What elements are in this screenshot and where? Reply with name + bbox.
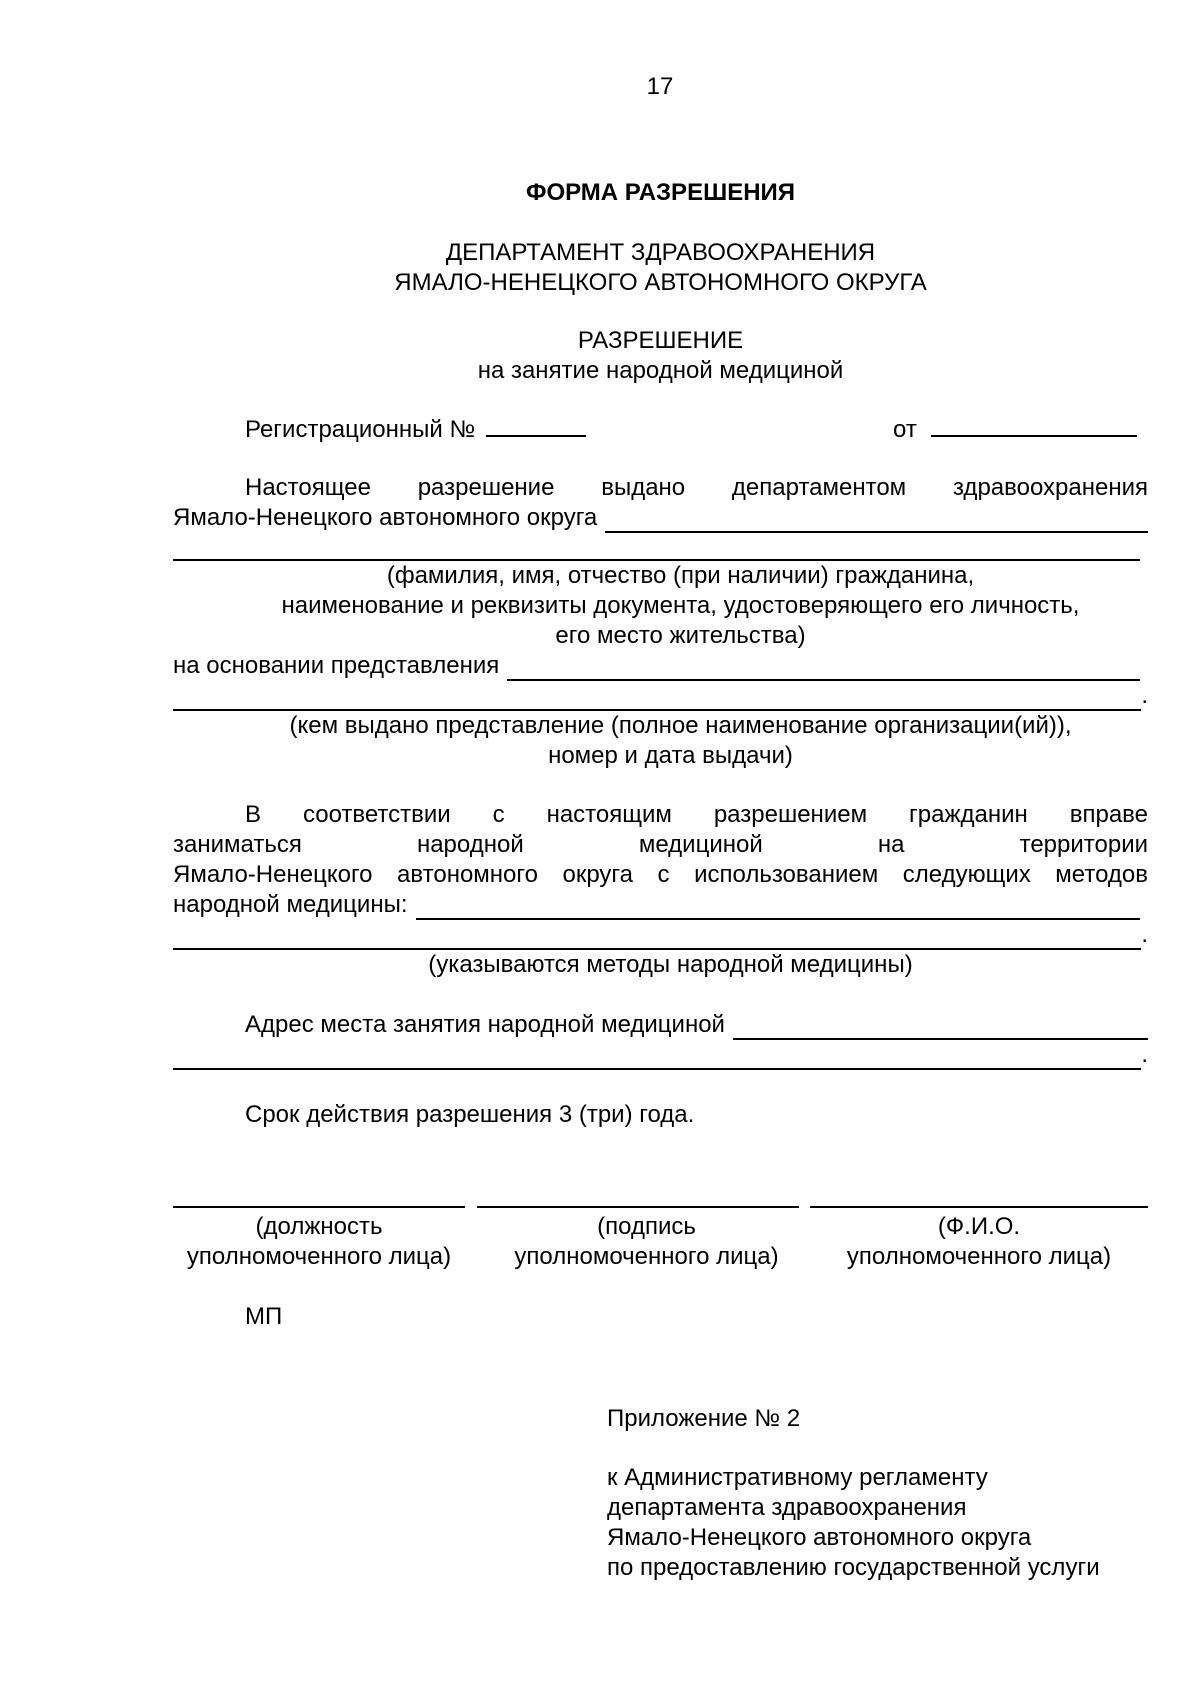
issued-text-line-2: Ямало-Ненецкого автономного округа bbox=[173, 504, 598, 531]
methods-field[interactable] bbox=[416, 896, 1140, 920]
spacer bbox=[173, 386, 1148, 413]
spacer bbox=[173, 771, 1148, 800]
name-signature-line[interactable] bbox=[810, 1204, 1148, 1208]
basis-caption-line-2: номер и дата выдачи) bbox=[548, 742, 793, 769]
position-caption: (должность уполномоченного лица) bbox=[186, 1213, 452, 1270]
spacer bbox=[173, 443, 1148, 473]
spacer bbox=[173, 298, 1148, 326]
registration-row bbox=[173, 413, 1148, 443]
signature-captions bbox=[173, 1212, 1148, 1272]
methods-field-2[interactable] bbox=[173, 922, 1141, 950]
issued-caption-line-3: его место жительства) bbox=[555, 622, 806, 649]
signature-line[interactable] bbox=[477, 1204, 799, 1208]
address-field-2[interactable] bbox=[173, 1042, 1141, 1070]
address-field[interactable] bbox=[733, 1016, 1148, 1040]
annex-block bbox=[607, 1404, 1167, 1583]
spacer bbox=[607, 1434, 1167, 1463]
registration-date-field[interactable] bbox=[931, 413, 1137, 437]
annex-line-3: Ямало-Ненецкого автономного округа bbox=[607, 1524, 1032, 1551]
signature-caption: (подпись уполномоченного лица) bbox=[514, 1213, 779, 1270]
permit-form bbox=[173, 178, 1148, 1332]
basis-period: . bbox=[1141, 682, 1148, 709]
methods-text-line-4: народной медицины: bbox=[173, 891, 408, 918]
address-row bbox=[173, 1010, 1148, 1040]
spacer bbox=[173, 1272, 1148, 1302]
page-number: 17 bbox=[646, 73, 674, 100]
methods-caption: (указываются методы народной медицины) bbox=[428, 951, 913, 978]
methods-row-2 bbox=[173, 920, 1148, 950]
spacer bbox=[173, 1070, 1148, 1100]
spacer bbox=[173, 208, 1148, 238]
department-line-1: ДЕПАРТАМЕНТ ЗДРАВООХРАНЕНИЯ bbox=[445, 239, 876, 266]
permit-subtitle: на занятие народной медициной bbox=[477, 357, 844, 384]
annex-line-1: к Административному регламенту bbox=[607, 1464, 988, 1491]
methods-text-line-1: В соответствии с настоящим разрешением гражданин вправе bbox=[245, 801, 1148, 828]
issued-text-row-2 bbox=[173, 503, 1148, 533]
basis-field-2[interactable] bbox=[173, 683, 1141, 711]
spacer bbox=[173, 980, 1148, 1010]
annex-line-2: департамента здравоохранения bbox=[607, 1494, 967, 1521]
name-caption: (Ф.И.О. уполномоченного лица) bbox=[846, 1213, 1112, 1270]
stamp-label: МП bbox=[245, 1303, 283, 1330]
issued-to-field[interactable] bbox=[605, 509, 1148, 533]
address-label: Адрес места занятия народной медициной bbox=[245, 1011, 725, 1038]
annex-title: Приложение № 2 bbox=[607, 1405, 801, 1432]
methods-text-line-3: Ямало-Ненецкого автономного округа с использованием следующих методов bbox=[173, 861, 1148, 888]
validity-text: Срок действия разрешения 3 (три) года. bbox=[245, 1101, 695, 1128]
form-title: ФОРМА РАЗРЕШЕНИЯ bbox=[525, 179, 796, 206]
issued-to-field-2[interactable] bbox=[173, 533, 1140, 561]
methods-text-line-2: заниматься народной медициной на территории bbox=[173, 831, 1148, 858]
registration-number-field[interactable] bbox=[486, 413, 586, 437]
basis-label: на основании представления bbox=[173, 652, 500, 679]
basis-field[interactable] bbox=[507, 657, 1140, 681]
methods-text-row-4 bbox=[173, 890, 1140, 920]
address-row-2 bbox=[173, 1040, 1148, 1070]
department-line-2: ЯМАЛО-НЕНЕЦКОГО АВТОНОМНОГО ОКРУГА bbox=[394, 269, 927, 296]
signature-lines bbox=[173, 1204, 1148, 1208]
issued-text-line-1: Настоящее разрешение выдано департаментом здравоохранения bbox=[245, 474, 1148, 501]
registration-date-label: от bbox=[893, 413, 1137, 445]
permit-title: РАЗРЕШЕНИЕ bbox=[577, 327, 744, 354]
basis-caption-line-1: (кем выдано представление (полное наименование организации(ий)), bbox=[289, 712, 1072, 739]
issued-caption-line-1: (фамилия, имя, отчество (при наличии) гражданина, bbox=[386, 562, 975, 589]
address-period: . bbox=[1141, 1041, 1148, 1068]
position-signature-line[interactable] bbox=[173, 1204, 465, 1208]
annex-line-4: по предоставлению государственной услуги bbox=[607, 1554, 1100, 1581]
issued-caption-line-2: наименование и реквизиты документа, удостоверяющего его личность, bbox=[281, 592, 1080, 619]
registration-number-label: Регистрационный № bbox=[245, 413, 586, 445]
methods-period: . bbox=[1141, 921, 1148, 948]
basis-row bbox=[173, 651, 1140, 681]
basis-row-2 bbox=[173, 681, 1148, 711]
